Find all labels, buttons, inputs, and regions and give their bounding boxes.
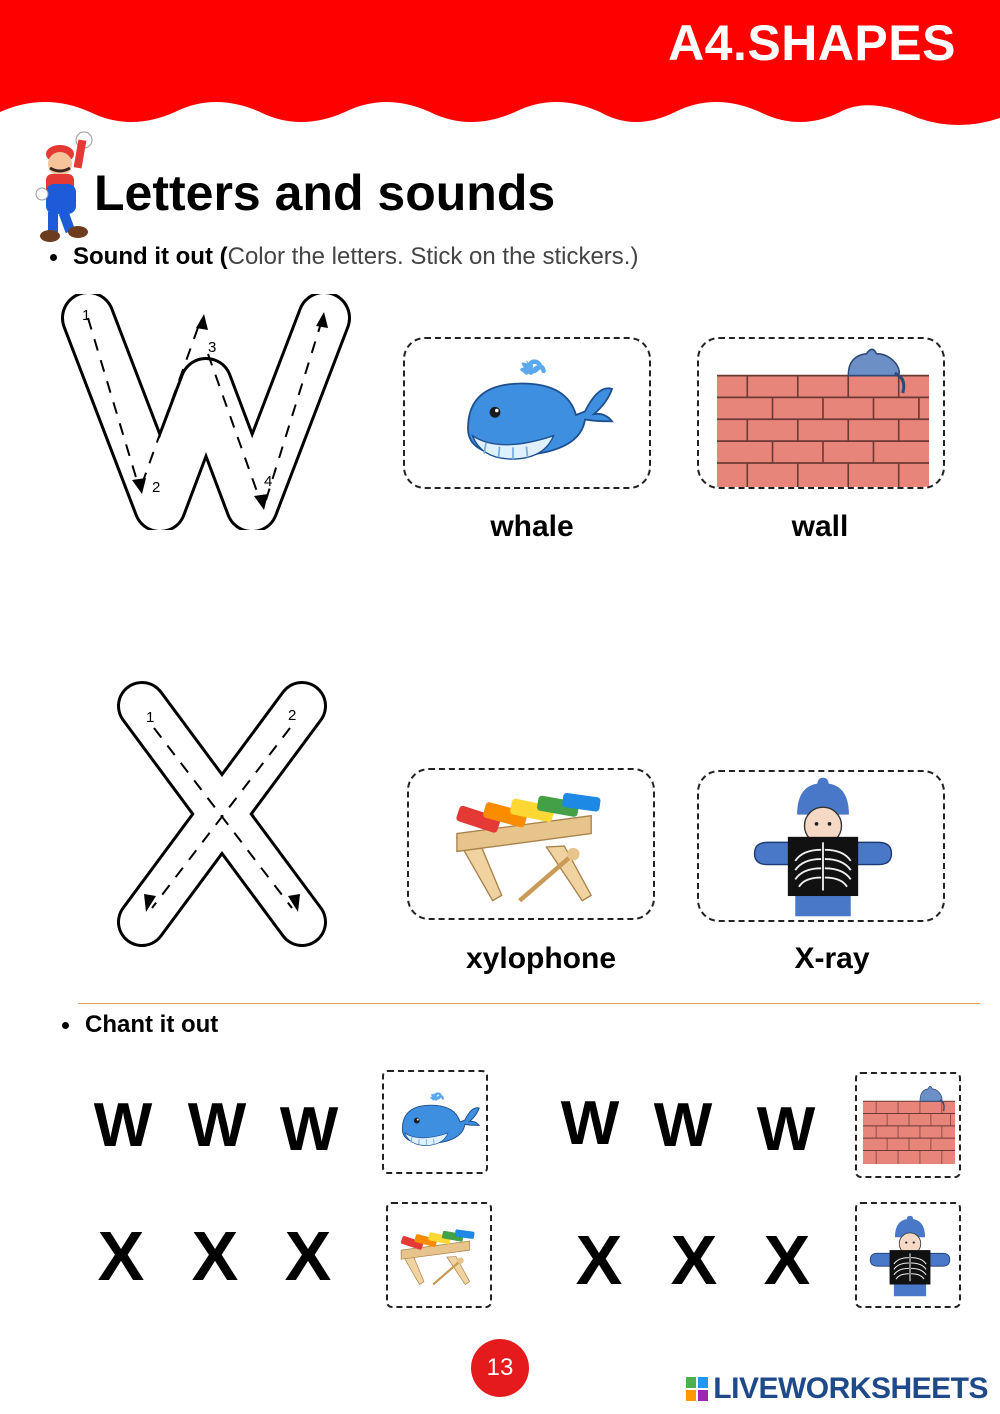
- brick-wall-with-cat-icon: [717, 345, 929, 487]
- x-ray-boy-icon: [749, 772, 897, 922]
- word-wall: wall: [791, 510, 849, 543]
- chant-letter: X: [763, 1221, 811, 1299]
- xylophone-icon: [439, 774, 627, 920]
- chant-letter: X: [575, 1221, 623, 1299]
- stroke-number: 1: [146, 709, 155, 726]
- xylophone-sticker-box[interactable]: [407, 768, 655, 920]
- brand-logo: [685, 1372, 988, 1406]
- brand-name: LIVEWORKSHEETS: [713, 1372, 988, 1405]
- sound-it-out-label: Sound it out (: [73, 243, 228, 270]
- wall-sticker-box[interactable]: [697, 337, 945, 489]
- word-xylophone: xylophone: [465, 942, 616, 975]
- whale-icon: [441, 347, 621, 483]
- word-whale: whale: [490, 510, 574, 543]
- chant-letter: W: [560, 1089, 620, 1158]
- chant-letter: X: [97, 1217, 145, 1295]
- letter-x-tracing[interactable]: [112, 678, 336, 950]
- letter-w-tracing[interactable]: [60, 294, 352, 530]
- stroke-number: 4: [264, 473, 273, 490]
- stroke-number: 1: [82, 307, 91, 324]
- x-ray-sticker-box[interactable]: [697, 770, 945, 922]
- chant-letter: X: [191, 1217, 239, 1295]
- xylophone-icon: [392, 1214, 488, 1300]
- section-title: Letters and sounds: [94, 165, 556, 221]
- chant-picture-box[interactable]: [855, 1072, 961, 1178]
- chant-it-out-label: Chant it out: [85, 1011, 219, 1038]
- x-ray-boy-icon: [867, 1206, 953, 1306]
- page-number: 13: [471, 1339, 529, 1397]
- mario-mascot-icon: [34, 128, 94, 246]
- chant-letter: W: [279, 1095, 339, 1164]
- bullet-icon: [50, 254, 57, 261]
- whale-sticker-box[interactable]: [403, 337, 651, 489]
- brand-logo-icon: [685, 1376, 709, 1402]
- unit-title: A4.SHAPES: [668, 15, 956, 71]
- sound-it-out-instruction: [50, 243, 638, 271]
- chant-it-out-instruction: [62, 1011, 218, 1039]
- chant-letter: X: [670, 1221, 718, 1299]
- brick-wall-with-cat-icon: [863, 1084, 955, 1164]
- chant-letter: W: [187, 1091, 247, 1160]
- bullet-icon: [62, 1022, 69, 1029]
- word-x-ray: X-ray: [794, 942, 870, 975]
- stroke-number: 3: [208, 339, 217, 356]
- chant-picture-box[interactable]: [382, 1070, 488, 1174]
- whale-icon: [388, 1082, 484, 1162]
- stroke-number: 2: [288, 707, 297, 724]
- chant-picture-box[interactable]: [386, 1202, 492, 1308]
- chant-letter: X: [284, 1217, 332, 1295]
- chant-letter: W: [93, 1091, 153, 1160]
- stroke-number: 2: [152, 479, 161, 496]
- chant-picture-box[interactable]: [855, 1202, 961, 1308]
- section-divider: [78, 1003, 980, 1004]
- sound-it-out-text: Color the letters. Stick on the stickers.): [227, 243, 639, 270]
- chant-letter: W: [653, 1091, 713, 1160]
- chant-letter: W: [756, 1095, 816, 1164]
